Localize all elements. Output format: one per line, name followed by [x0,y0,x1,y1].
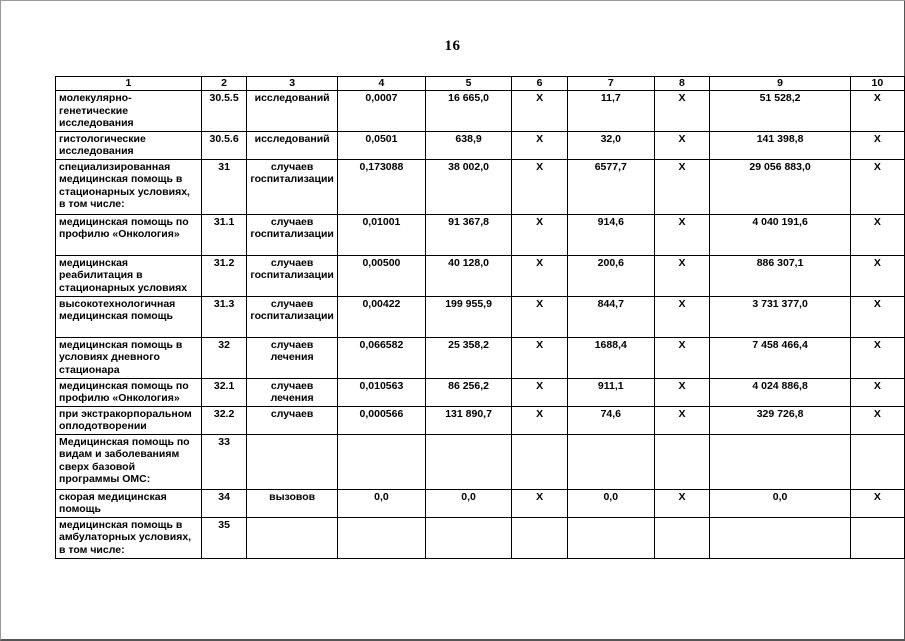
row-name-cell: молекулярно-генетические исследования [56,91,202,132]
row-col5-cell: 38 002,0 [425,159,511,214]
row-code-cell: 35 [201,517,247,558]
row-col9-cell: 3 731 377,0 [710,296,850,337]
row-col5-cell: 131 890,7 [425,406,511,434]
table-row [56,406,905,434]
col-header-7: 7 [568,77,655,91]
table-row [56,91,905,132]
row-name-cell: гистологические исследования [56,131,202,159]
row-col6-cell [512,517,568,558]
row-col5-cell: 40 128,0 [425,255,511,296]
col-header-6: 6 [512,77,568,91]
row-col5-cell [425,517,511,558]
row-col10-cell: Х [850,131,904,159]
row-code-cell: 31 [201,159,247,214]
row-name-cell: Медицинская помощь по видам и заболеваниям сверх базовой программы ОМС: [56,434,202,489]
row-col5-cell: 199 955,9 [425,296,511,337]
row-unit-cell: случаев госпитализации [247,255,338,296]
row-col4-cell: 0,00500 [337,255,425,296]
row-col7-cell: 844,7 [568,296,655,337]
row-col6-cell: Х [512,214,568,255]
row-col9-cell [710,517,850,558]
row-col9-cell: 4 024 886,8 [710,378,850,406]
col-header-9: 9 [710,77,850,91]
row-col8-cell: Х [654,378,710,406]
row-col9-cell: 329 726,8 [710,406,850,434]
row-col4-cell: 0,0501 [337,131,425,159]
row-col9-cell: 7 458 466,4 [710,337,850,378]
row-code-cell: 31.3 [201,296,247,337]
page-number: 16 [444,38,461,54]
row-col5-cell: 16 665,0 [425,91,511,132]
row-name-cell: медицинская помощь по профилю «Онкология» [56,378,202,406]
row-col7-cell [568,517,655,558]
row-col4-cell: 0,000566 [337,406,425,434]
row-col4-cell [337,517,425,558]
row-col6-cell: Х [512,337,568,378]
row-col4-cell [337,434,425,489]
row-unit-cell: случаев госпитализации [247,159,338,214]
row-unit-cell: случаев [247,406,338,434]
col-header-4: 4 [337,77,425,91]
table-row [56,517,905,558]
row-col8-cell [654,434,710,489]
row-unit-cell: случаев лечения [247,337,338,378]
row-col4-cell: 0,066582 [337,337,425,378]
row-col6-cell: Х [512,489,568,517]
row-col10-cell: Х [850,214,904,255]
row-name-cell: медицинская реабилитация в стационарных условиях [56,255,202,296]
row-col7-cell: 32,0 [568,131,655,159]
row-unit-cell: случаев госпитализации [247,296,338,337]
row-col8-cell: Х [654,91,710,132]
row-unit-cell: случаев лечения [247,378,338,406]
row-code-cell: 31.1 [201,214,247,255]
row-col8-cell: Х [654,131,710,159]
row-col7-cell: 74,6 [568,406,655,434]
row-col10-cell: Х [850,406,904,434]
row-col5-cell: 25 358,2 [425,337,511,378]
table-row [56,434,905,489]
data-table [55,76,905,559]
col-header-5: 5 [425,77,511,91]
row-col10-cell: Х [850,91,904,132]
row-col5-cell: 638,9 [425,131,511,159]
col-header-10: 10 [850,77,904,91]
row-col8-cell: Х [654,255,710,296]
row-col4-cell: 0,010563 [337,378,425,406]
row-col10-cell [850,517,904,558]
table-row [56,131,905,159]
row-col10-cell: Х [850,296,904,337]
row-code-cell: 34 [201,489,247,517]
row-col10-cell: Х [850,159,904,214]
row-code-cell: 31.2 [201,255,247,296]
row-unit-cell: случаев госпитализации [247,214,338,255]
row-col4-cell: 0,0 [337,489,425,517]
row-code-cell: 32.2 [201,406,247,434]
row-code-cell: 32 [201,337,247,378]
row-code-cell: 33 [201,434,247,489]
row-unit-cell [247,434,338,489]
row-col7-cell: 6577,7 [568,159,655,214]
row-name-cell: специализированная медицинская помощь в стационарных условиях, в том числе: [56,159,202,214]
row-col4-cell: 0,173088 [337,159,425,214]
row-col7-cell: 911,1 [568,378,655,406]
col-header-2: 2 [201,77,247,91]
col-header-8: 8 [654,77,710,91]
row-col10-cell: Х [850,337,904,378]
row-col7-cell: 0,0 [568,489,655,517]
row-name-cell: медицинская помощь в условиях дневного стационара [56,337,202,378]
row-code-cell: 30.5.6 [201,131,247,159]
row-unit-cell: исследований [247,91,338,132]
row-col10-cell: Х [850,255,904,296]
row-col7-cell: 914,6 [568,214,655,255]
col-header-3: 3 [247,77,338,91]
row-col7-cell [568,434,655,489]
table-row [56,378,905,406]
table-row [56,255,905,296]
row-col8-cell: Х [654,214,710,255]
row-col6-cell: Х [512,296,568,337]
row-name-cell: высокотехнологичная медицинская помощь [56,296,202,337]
row-col9-cell: 4 040 191,6 [710,214,850,255]
row-col10-cell: Х [850,489,904,517]
row-col9-cell: 0,0 [710,489,850,517]
row-col10-cell: Х [850,378,904,406]
table-row [56,296,905,337]
row-code-cell: 30.5.5 [201,91,247,132]
table-row [56,337,905,378]
table-row [56,214,905,255]
row-unit-cell [247,517,338,558]
header-row [56,77,905,91]
row-col8-cell: Х [654,489,710,517]
table-row [56,489,905,517]
row-col9-cell: 29 056 883,0 [710,159,850,214]
row-col6-cell: Х [512,378,568,406]
row-col7-cell: 11,7 [568,91,655,132]
row-col7-cell: 200,6 [568,255,655,296]
row-name-cell: скорая медицинская помощь [56,489,202,517]
row-col8-cell: Х [654,159,710,214]
row-col8-cell: Х [654,296,710,337]
row-col8-cell: Х [654,337,710,378]
row-col4-cell: 0,01001 [337,214,425,255]
row-col7-cell: 1688,4 [568,337,655,378]
row-col5-cell [425,434,511,489]
row-col5-cell: 86 256,2 [425,378,511,406]
row-col6-cell [512,434,568,489]
col-header-1: 1 [56,77,202,91]
row-col6-cell: Х [512,131,568,159]
row-col8-cell [654,517,710,558]
row-col6-cell: Х [512,159,568,214]
row-col5-cell: 0,0 [425,489,511,517]
row-col4-cell: 0,00422 [337,296,425,337]
table-body [56,91,905,559]
table-row [56,159,905,214]
row-col5-cell: 91 367,8 [425,214,511,255]
row-unit-cell: исследований [247,131,338,159]
row-name-cell: при экстракорпоральном оплодотворении [56,406,202,434]
row-col10-cell [850,434,904,489]
row-name-cell: медицинская помощь в амбулаторных условиях, в том числе: [56,517,202,558]
row-name-cell: медицинская помощь по профилю «Онкология» [56,214,202,255]
row-col4-cell: 0,0007 [337,91,425,132]
row-col9-cell: 886 307,1 [710,255,850,296]
row-unit-cell: вызовов [247,489,338,517]
row-col6-cell: Х [512,91,568,132]
row-code-cell: 32.1 [201,378,247,406]
row-col9-cell [710,434,850,489]
row-col6-cell: Х [512,255,568,296]
row-col6-cell: Х [512,406,568,434]
row-col9-cell: 51 528,2 [710,91,850,132]
row-col9-cell: 141 398,8 [710,131,850,159]
row-col8-cell: Х [654,406,710,434]
